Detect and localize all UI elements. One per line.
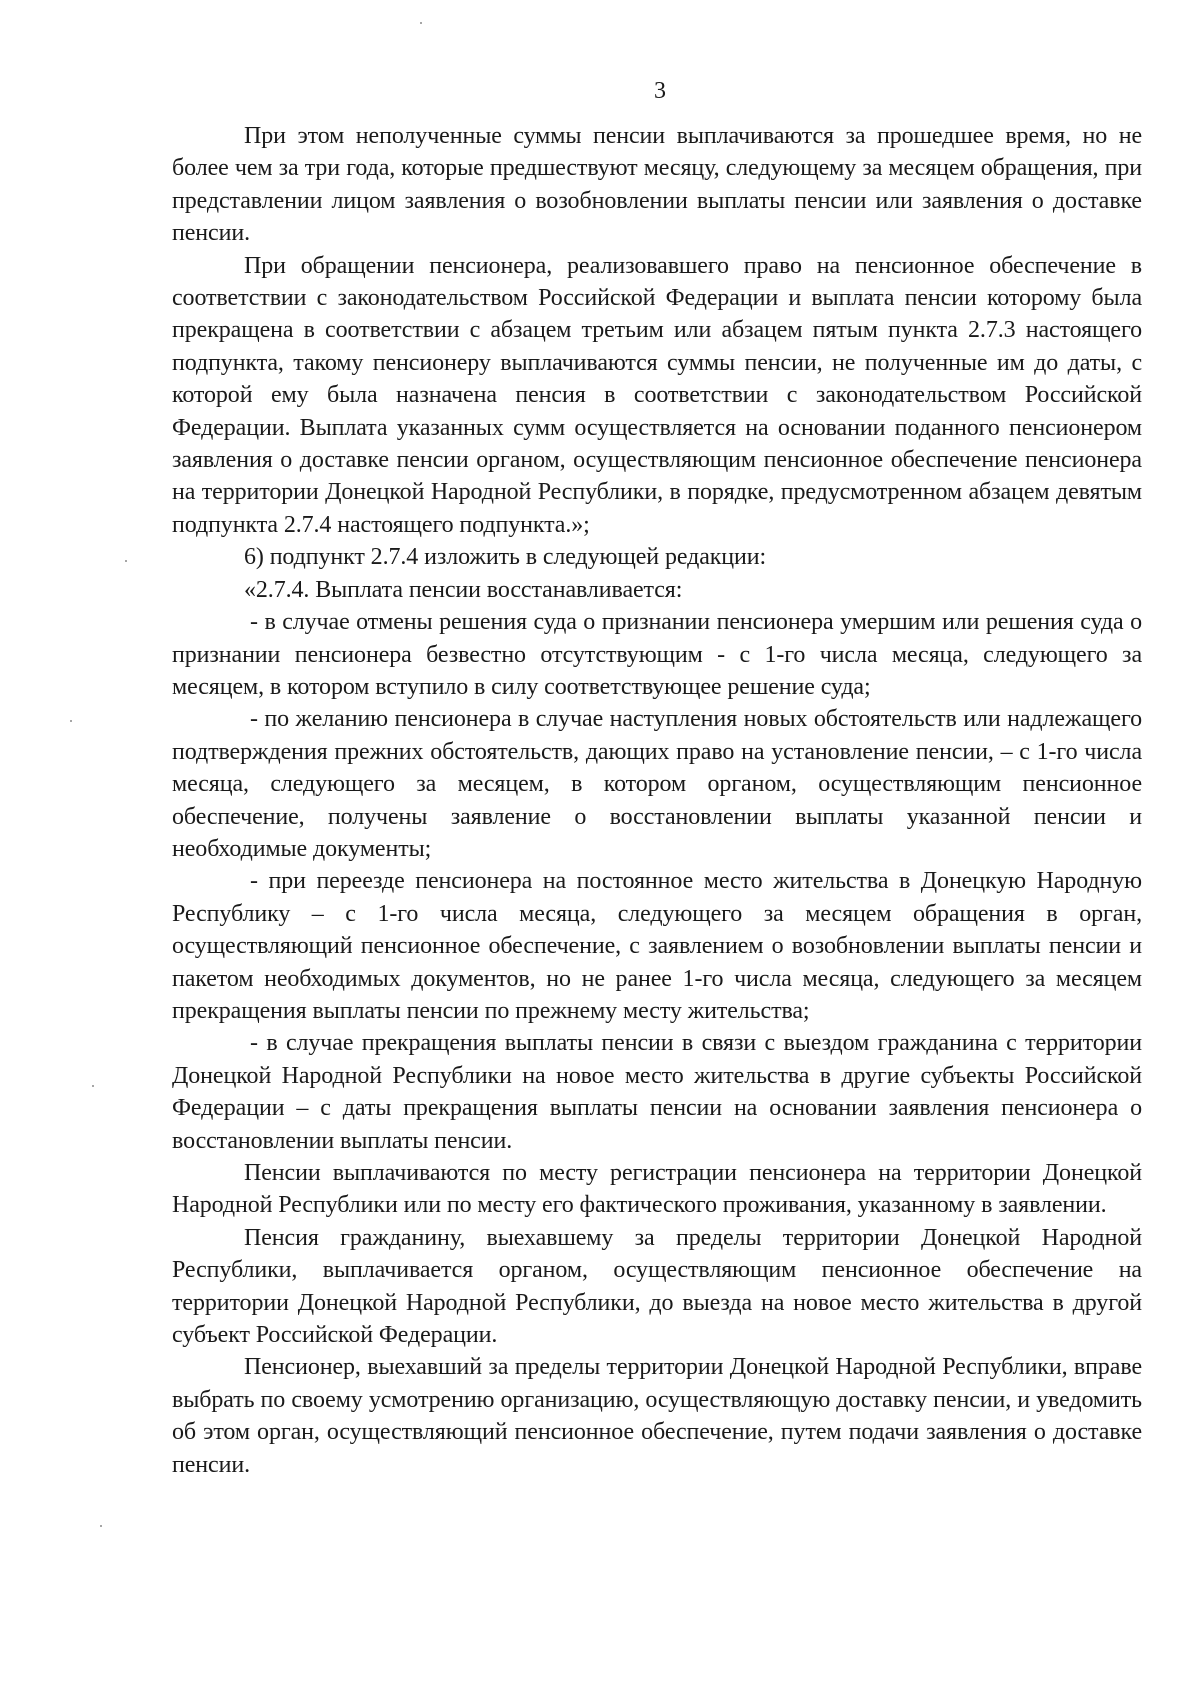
page-number: 3 [654,78,666,104]
scan-speck [100,1525,102,1527]
scan-speck [92,1085,94,1087]
scan-speck [125,560,127,562]
scan-speck [70,720,72,722]
document-body [172,120,1142,1481]
list-item-paragraph: - при переезде пенсионера на постоянное место жительства в Донецкую Народную Республику – с 1-го числа месяца, следующего за месяцем обращения в орган, осуществляющий пенсионное обеспечение, с заявлением о возобновлении выплаты пенсии и пакетом необходимых документов, но не ранее 1-го числа месяца, следующего за месяцем прекращения выплаты пенсии по прежнему месту жительства; [172,868,1142,1024]
paragraph: Пенсия гражданину, выехавшему за пределы территории Донецкой Народной Республики, выплачивается органом, осуществляющим пенсионное обеспечение на территории Донецкой Народной Республики, до выезда на новое место жительства в другой субъект Российской Федерации. [172,1224,1142,1349]
paragraph: Пенсии выплачиваются по месту регистрации пенсионера на территории Донецкой Народной Республики или по месту его фактического проживания, указанному в заявлении. [172,1160,1142,1219]
list-item-paragraph: - по желанию пенсионера в случае наступления новых обстоятельств или надлежащего подтверждения прежних обстоятельств, дающих право на установление пенсии, – с 1-го числа месяца, следующего за месяцем, в котором органом, осуществляющим пенсионное обеспечение, получены заявление о восстановлении выплаты указанной пенсии и необходимые документы; [172,706,1142,862]
scan-speck [420,22,422,24]
paragraph: При обращении пенсионера, реализовавшего право на пенсионное обеспечение в соответствии с законодательством Российской Федерации и выплата пенсии которому была прекращена в соответствии с абзацем третьим или абзацем пятым пункта 2.7.3 настоящего подпункта, такому пенсионеру выплачиваются суммы пенсии, не полученные им до даты, с которой ему была назначена пенсия в соответствии с законодательством Российской Федерации. Выплата указанных сумм осуществляется на основании поданного пенсионером заявления о доставке пенсии органом, осуществляющим пенсионное обеспечение пенсионера на территории Донецкой Народной Республики, в порядке, предусмотренном абзацем девятым подпункта 2.7.4 настоящего подпункта.»; [172,252,1142,538]
list-item-paragraph: - в случае отмены решения суда о признании пенсионера умершим или решения суда о признании пенсионера безвестно отсутствующим - с 1-го числа месяца, следующего за месяцем, в котором вступило в силу соответствующее решение суда; [172,609,1142,700]
list-item-paragraph: - в случае прекращения выплаты пенсии в связи с выездом гражданина с территории Донецкой Народной Республики на новое место жительства в другие субъекты Российской Федерации – с даты прекращения выплаты пенсии на основании заявления пенсионера о восстановлении выплаты пенсии. [172,1030,1142,1154]
paragraph: 6) подпункт 2.7.4 изложить в следующей редакции: [244,544,767,571]
paragraph: Пенсионер, выехавший за пределы территории Донецкой Народной Республики, вправе выбрать по своему усмотрению организацию, осуществляющую доставку пенсии, и уведомить об этом орган, осуществляющий пенсионное обеспечение, путем подачи заявления о доставке пенсии. [172,1354,1142,1478]
paragraph: При этом неполученные суммы пенсии выплачиваются за прошедшее время, но не более чем за три года, которые предшествуют месяцу, следующему за месяцем обращения, при представлении лицом заявления о возобновлении выплаты пенсии или заявления о доставке пенсии. [172,123,1142,247]
paragraph: «2.7.4. Выплата пенсии восстанавливается: [244,576,683,603]
